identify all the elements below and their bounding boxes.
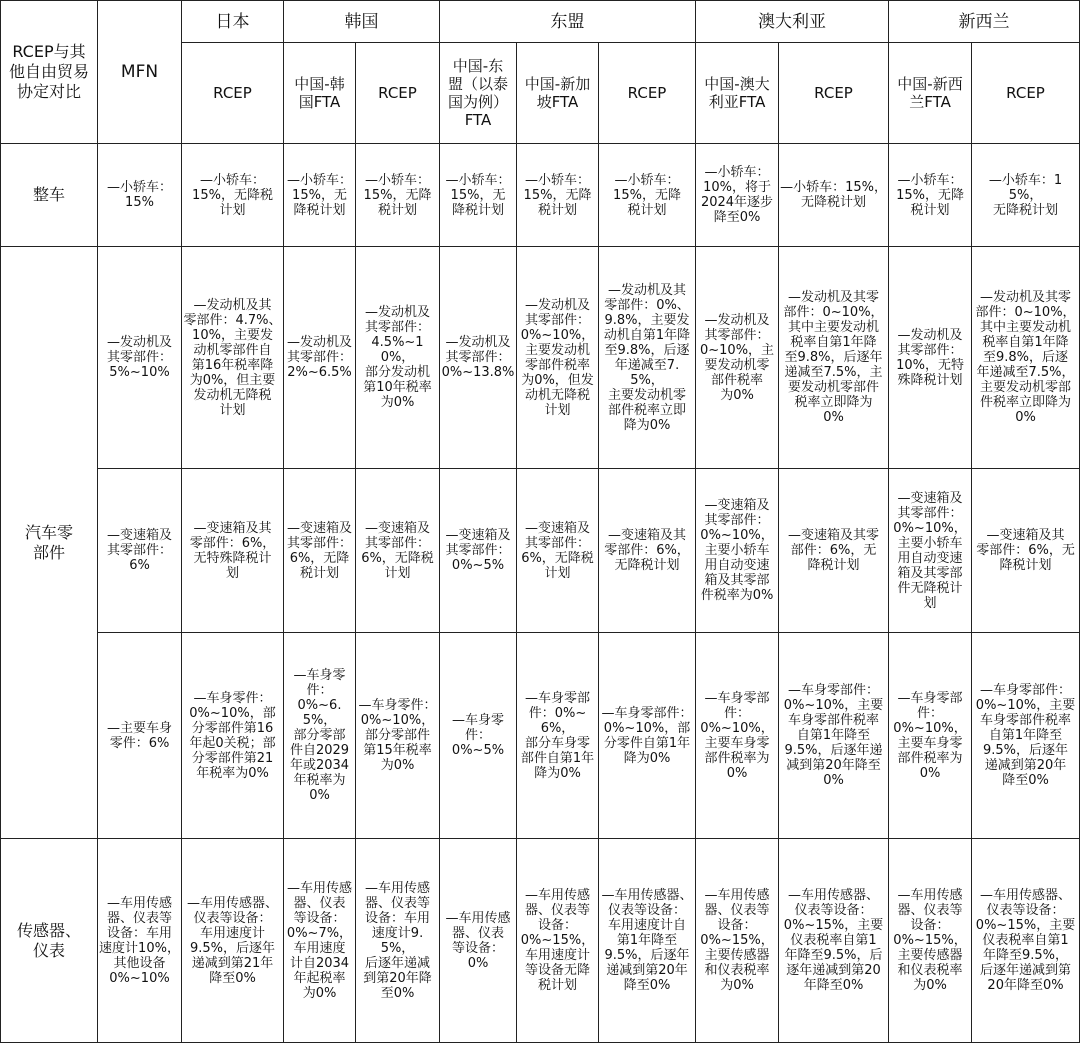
cell: —变速箱及其 零部件：6%，无 降税计划: [972, 469, 1080, 633]
cell: —发动机及 其零部件： 0%~13.8%: [440, 247, 517, 469]
cell: —发动机及 其零部件： 10%，无特 殊降税计划: [889, 247, 972, 469]
cell: —小轿车： 15%，无降 税计划: [599, 144, 696, 247]
cell: —小轿车：15%， 无降税计划: [972, 144, 1080, 247]
cell: —小轿车： 15%，无 降税计划: [284, 144, 356, 247]
cell: —小轿车： 10%，将于 2024年逐步 降至0%: [696, 144, 779, 247]
country-header-australia: 澳大利亚: [696, 1, 889, 43]
cell: —车用传感 器、仪表等 设备：车用 速度计9.5%， 后逐年递减 到第20年降 至0%: [356, 839, 440, 1043]
row-gearbox: [1, 469, 1080, 633]
cell: —发动机及 其零部件： 4.5%~10%， 部分发动机 第10年税率 为0%: [356, 247, 440, 469]
subheader-newzealand-rcep: RCEP: [972, 43, 1080, 144]
country-header-japan: 日本: [182, 1, 284, 43]
cell: —车用传感 器、仪表 等设备： 0%: [440, 839, 517, 1043]
subheader-japan-rcep: RCEP: [182, 43, 284, 144]
cell: —变速箱及 其零部件： 6%，无降税 计划: [517, 469, 599, 633]
cell: —发动机及 其零部件： 2%~6.5%: [284, 247, 356, 469]
cell: —车身零部件： 0%~10%，主要 车身零部件税率 自第1年降至 9.5%，后逐年 递减到第20年 降至0%: [972, 633, 1080, 839]
cell: —小轿车： 15%，无降税 计划: [182, 144, 284, 247]
subheader-newzealand-fta: 中国-新西 兰FTA: [889, 43, 972, 144]
cell: —小轿车： 15%，无降 税计划: [889, 144, 972, 247]
row-engine: [1, 247, 1080, 469]
cell: —变速箱及 其零部件： 0%~10%， 主要小轿车 用自动变速 箱及其零部 件税率为0%: [696, 469, 779, 633]
category-parts: 汽车零 部件: [1, 247, 98, 839]
cell: —变速箱及 其零部件： 6%，无降税 计划: [356, 469, 440, 633]
country-header-asean: 东盟: [440, 1, 696, 43]
cell: —发动机及其零 部件：0~10%， 其中主要发动机 税率自第1年降 至9.8%，后逐 年递减至7.5%， 主要发动机零部 件税率立即降为 0%: [972, 247, 1080, 469]
cell: —发动机及 其零部件： 0%~10%， 主要发动机 零部件税率 为0%，但发 动机无降税 计划: [517, 247, 599, 469]
cell: —车身零件： 0%~5%: [440, 633, 517, 839]
row-body: [1, 633, 1080, 839]
cell: —发动机及其零 部件：0~10%， 其中主要发动机 税率自第1年降 至9.8%，后逐年 递减至7.5%，主 要发动机零部件 税率立即降为 0%: [779, 247, 889, 469]
cell: —车身零部 件： 0%~10%， 主要车身零 部件税率为 0%: [889, 633, 972, 839]
cell: —车用传感器、 仪表等设备： 车用速度计自 第1年降至 9.5%，后逐年 递减到第20年 降至0%: [599, 839, 696, 1043]
cell: —车用传感器、 仪表等设备： 0%~15%，主要 仪表税率自第1 年降至9.5%，后 逐年递减到第20 年降至0%: [779, 839, 889, 1043]
subheader-australia-fta: 中国-澳大 利亚FTA: [696, 43, 779, 144]
subheader-asean-singapore-fta: 中国-新加 坡FTA: [517, 43, 599, 144]
cell: —车用传感 器、仪表 等设备： 0%~7%， 车用速度 计自2034 年起税率 为0%: [284, 839, 356, 1043]
subheader-asean-rcep: RCEP: [599, 43, 696, 144]
country-header-newzealand: 新西兰: [889, 1, 1080, 43]
subheader-australia-rcep: RCEP: [779, 43, 889, 144]
cell: —车用传感器、 仪表等设备： 车用速度计 9.5%，后逐年 递减到第21年 降至0%: [182, 839, 284, 1043]
cell: —车身零部件： 0%~10%，部 分零件自第1年 降为0%: [599, 633, 696, 839]
cell: —车用传感 器、仪表等 设备： 0%~15%， 车用速度计 等设备无降 税计划: [517, 839, 599, 1043]
cell: —车身零部 件：0%~6%， 部分车身零 部件自第1年 降为0%: [517, 633, 599, 839]
corner-header: RCEP与其 他自由贸易 协定对比: [1, 1, 98, 144]
subheader-korea-rcep: RCEP: [356, 43, 440, 144]
category-sensors: 传感器、 仪表: [1, 839, 98, 1043]
cell: —主要车身 零件：6%: [98, 633, 182, 839]
mfn-header: MFN: [98, 1, 182, 144]
cell: —车用传感 器、仪表等 设备：车用 速度计10%， 其他设备 0%~10%: [98, 839, 182, 1043]
cell: —小轿车： 15%: [98, 144, 182, 247]
cell: —发动机及其 零部件：4.7%、 10%，主要发 动机零部件自 第16年税率降 为0%，但主要 发动机无降税 计划: [182, 247, 284, 469]
cell: —发动机及 其零部件： 5%~10%: [98, 247, 182, 469]
cell: —发动机及 其零部件： 0~10%，主 要发动机零 部件税率 为0%: [696, 247, 779, 469]
category-vehicle: 整车: [1, 144, 98, 247]
cell: —小轿车：15%， 无降税计划: [779, 144, 889, 247]
header-row-1: [1, 1, 1080, 43]
cell: —小轿车： 15%，无 降税计划: [440, 144, 517, 247]
cell: —车身零部 件： 0%~10%， 主要车身零 部件税率为 0%: [696, 633, 779, 839]
cell: —车身零件： 0%~6.5%， 部分零部 件自2029 年或2034 年税率为 0%: [284, 633, 356, 839]
cell: —车用传感器、 仪表等设备： 0%~15%，主要 仪表税率自第1 年降至9.5%， 后逐年递减到第 20年降至0%: [972, 839, 1080, 1043]
cell: —车身零件： 0%~10%， 部分零部件 第15年税率 为0%: [356, 633, 440, 839]
cell: —小轿车： 15%，无降 税计划: [517, 144, 599, 247]
subheader-korea-fta: 中国-韩 国FTA: [284, 43, 356, 144]
cell: —变速箱及 其零部件： 0%~10%， 主要小轿车 用自动变速 箱及其零部 件无降税计 划: [889, 469, 972, 633]
cell: —车身零部件： 0%~10%，主要 车身零部件税率 自第1年降至 9.5%，后逐年递 减到第20年降至 0%: [779, 633, 889, 839]
cell: —变速箱及 其零部件： 6%: [98, 469, 182, 633]
cell: —车用传感 器、仪表等 设备： 0%~15%， 主要传感器 和仪表税率 为0%: [889, 839, 972, 1043]
country-header-korea: 韩国: [284, 1, 440, 43]
cell: —车身零件： 0%~10%，部 分零部件第16 年起0关税；部 分零部件第21 年税率为0%: [182, 633, 284, 839]
cell: —变速箱及 其零部件： 0%~5%: [440, 469, 517, 633]
cell: —变速箱及其 零部件：6%， 无特殊降税计 划: [182, 469, 284, 633]
row-sensors: [1, 839, 1080, 1043]
cell: —变速箱及其 零部件：6%， 无降税计划: [599, 469, 696, 633]
cell: —小轿车： 15%，无降 税计划: [356, 144, 440, 247]
cell: —发动机及其 零部件：0%、 9.8%，主要发 动机自第1年降 至9.8%，后逐 年递减至7.5%， 主要发动机零 部件税率立即 降为0%: [599, 247, 696, 469]
cell: —变速箱及 其零部件： 6%，无降 税计划: [284, 469, 356, 633]
subheader-asean-thailand-fta: 中国-东 盟（以泰 国为例） FTA: [440, 43, 517, 144]
row-vehicle: [1, 144, 1080, 247]
cell: —车用传感 器、仪表等 设备： 0%~15%， 主要传感器 和仪表税率 为0%: [696, 839, 779, 1043]
cell: —变速箱及其零 部件：6%，无 降税计划: [779, 469, 889, 633]
